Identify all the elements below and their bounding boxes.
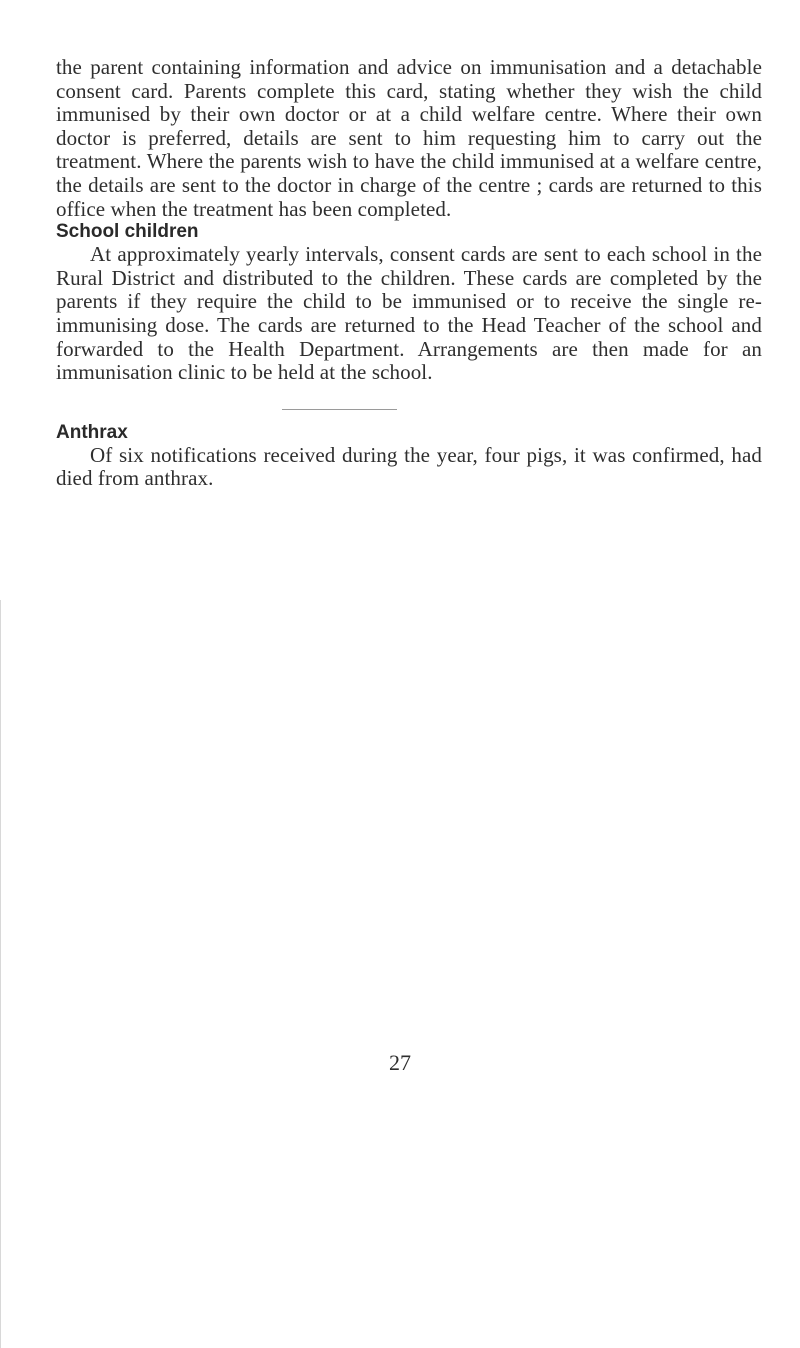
- scan-margin-line: [0, 600, 1, 1348]
- section-heading-school-children: School children: [56, 221, 199, 243]
- document-page: [56, 56, 762, 491]
- anthrax-paragraph: Of six notifications received during the year, four pigs, it was confirmed, had died from anthrax.: [56, 442, 762, 491]
- section-heading-anthrax: Anthrax: [56, 421, 128, 443]
- page-number: 27: [389, 1050, 411, 1075]
- school-children-paragraph: At approximately yearly intervals, consent cards are sent to each school in the Rural District and distributed to the children. These cards are completed by the parents if they require the child to be immunised or to receive the single re-immunising dose. The cards are returned to the Head Teacher of the school and forwarded to the Health Department. Arrangements are then made for an immunisation clinic to be held at the school.: [56, 242, 762, 385]
- intro-paragraph: the parent containing information and advice on immunisation and a detachable consent card. Parents complete this card, stating whether they wish the child immunised by their own doctor or at a child welfare centre. Where their own doctor is preferred, details are sent to him requesting him to carry out the treatment. Where the parents wish to have the child immunised at a welfare centre, the details are sent to the doctor in charge of the centre ; cards are returned to this office when the treatment has been completed.: [56, 55, 762, 221]
